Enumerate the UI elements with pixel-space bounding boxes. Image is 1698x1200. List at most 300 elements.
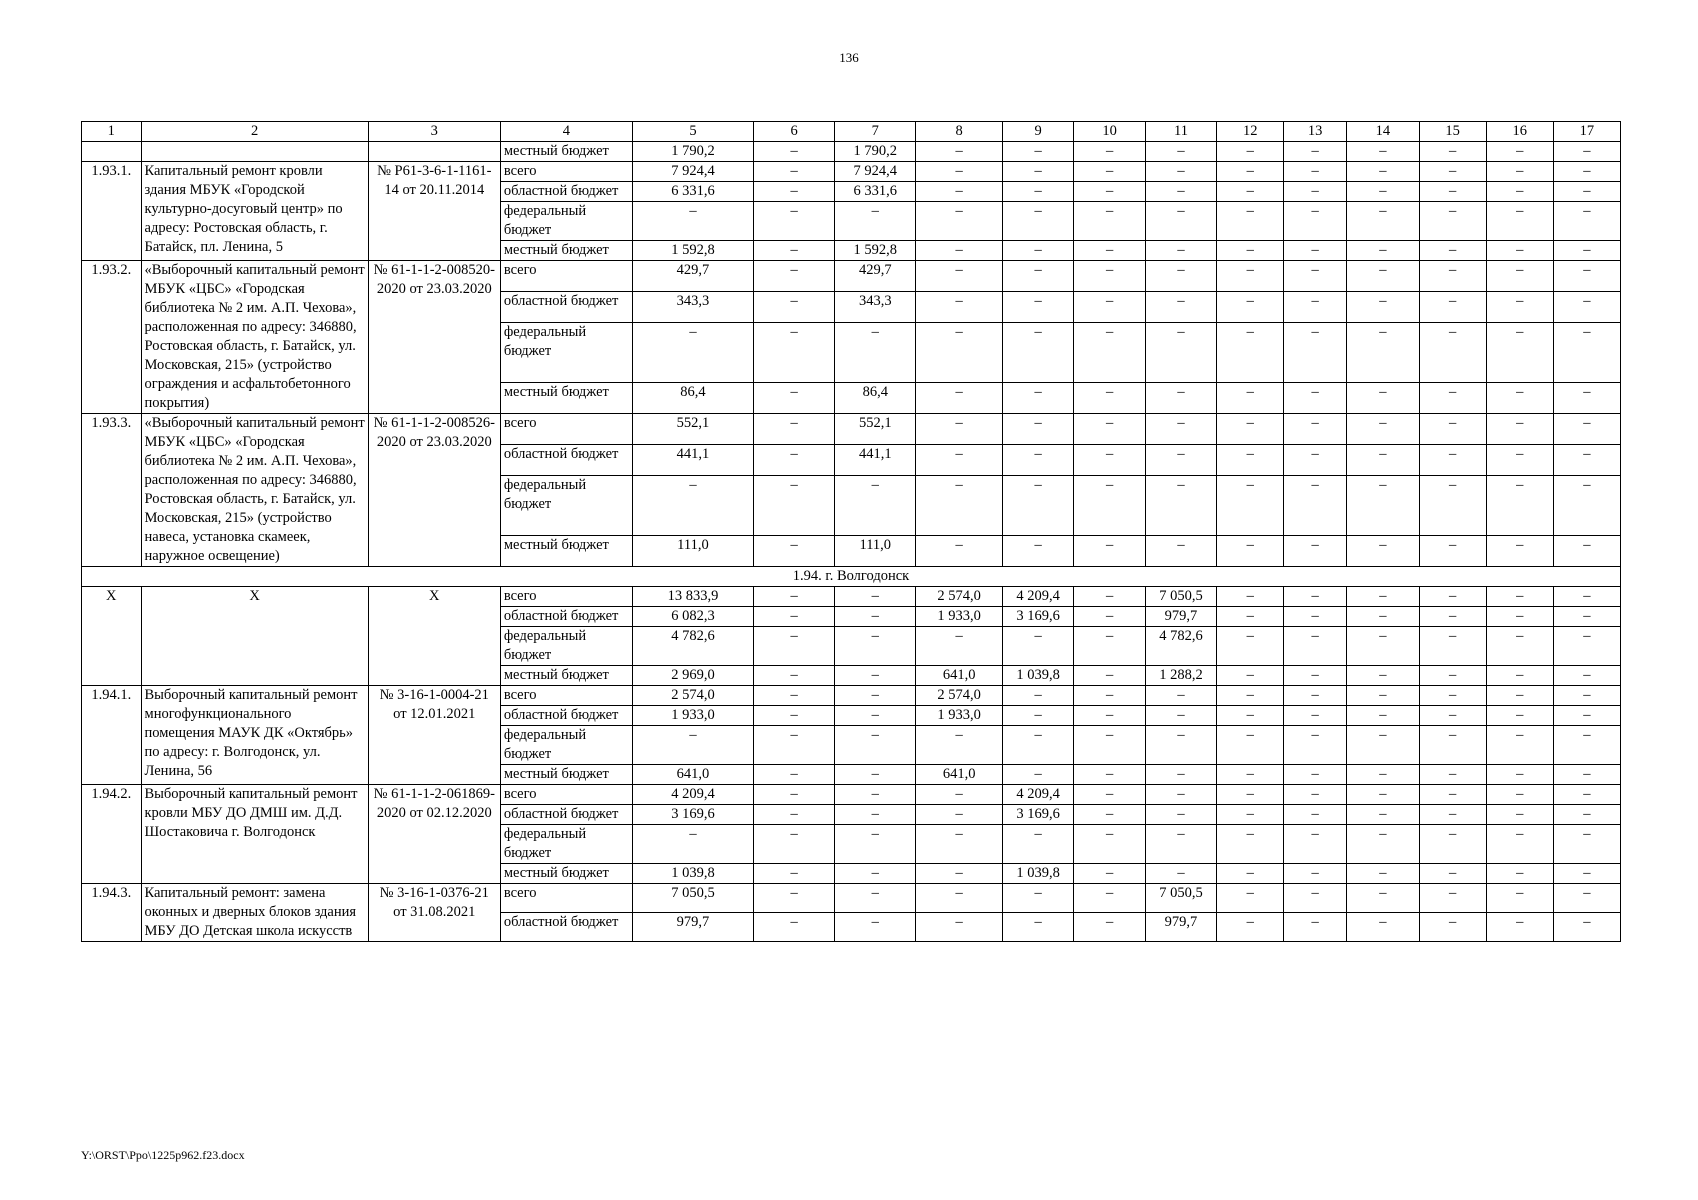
column-header: 9 <box>1002 122 1073 142</box>
table-cell: – <box>1553 765 1620 785</box>
table-cell: – <box>835 666 916 686</box>
table-cell: – <box>1284 444 1347 475</box>
table-cell: – <box>1419 825 1486 864</box>
funding-source: федеральный бюджет <box>500 726 632 765</box>
funding-source: областной бюджет <box>500 706 632 726</box>
funding-source: федеральный бюджет <box>500 475 632 535</box>
table-cell: – <box>835 475 916 535</box>
table-cell: – <box>916 261 1003 292</box>
table-cell: – <box>1074 785 1145 805</box>
table-cell: – <box>1217 805 1284 825</box>
table-cell: – <box>632 202 753 241</box>
table-cell: – <box>1217 765 1284 785</box>
table-cell: 1 592,8 <box>835 241 916 261</box>
document-ref: № 61-1-1-2-008526-2020 от 23.03.2020 <box>368 414 500 567</box>
table-cell: – <box>754 444 835 475</box>
table-cell: – <box>835 805 916 825</box>
table-cell: – <box>1419 383 1486 414</box>
table-cell: – <box>1002 627 1073 666</box>
table-cell: – <box>1074 142 1145 162</box>
table-cell: – <box>1553 475 1620 535</box>
table-cell: – <box>1419 322 1486 382</box>
table-cell: – <box>1002 162 1073 182</box>
table-cell: 3 169,6 <box>1002 607 1073 627</box>
table-cell: 7 050,5 <box>1145 884 1216 913</box>
table-cell: 1 790,2 <box>835 142 916 162</box>
table-cell: – <box>1419 475 1486 535</box>
table-cell: – <box>1486 913 1553 942</box>
table-cell: – <box>1553 261 1620 292</box>
table-cell: – <box>916 182 1003 202</box>
funding-source: областной бюджет <box>500 607 632 627</box>
table-cell: 641,0 <box>916 666 1003 686</box>
table-cell: 6 082,3 <box>632 607 753 627</box>
table-cell: 1 933,0 <box>916 607 1003 627</box>
table-cell: – <box>1553 587 1620 607</box>
column-header: 14 <box>1347 122 1420 142</box>
table-cell: – <box>1074 666 1145 686</box>
table-cell: – <box>1002 686 1073 706</box>
table-cell: – <box>916 202 1003 241</box>
funding-source: местный бюджет <box>500 536 632 567</box>
table-cell: – <box>1002 383 1073 414</box>
column-header: 6 <box>754 122 835 142</box>
table-cell: – <box>1002 291 1073 322</box>
table-cell: 343,3 <box>632 291 753 322</box>
table-cell: 441,1 <box>632 444 753 475</box>
table-cell: 429,7 <box>835 261 916 292</box>
table-cell: – <box>1419 261 1486 292</box>
table-cell: – <box>1347 444 1420 475</box>
table-cell: – <box>1347 241 1420 261</box>
table-cell: – <box>1486 607 1553 627</box>
column-header: 7 <box>835 122 916 142</box>
table-cell: – <box>1553 241 1620 261</box>
table-cell: – <box>1284 666 1347 686</box>
table-cell: 6 331,6 <box>835 182 916 202</box>
funding-source: областной бюджет <box>500 182 632 202</box>
table-cell <box>141 142 368 162</box>
table-cell: – <box>1284 322 1347 382</box>
table-cell: – <box>1553 785 1620 805</box>
funding-source: всего <box>500 414 632 445</box>
table-row <box>82 785 1621 805</box>
table-cell: – <box>1347 607 1420 627</box>
table-cell: – <box>1145 475 1216 535</box>
table-cell: – <box>1486 536 1553 567</box>
table-cell: – <box>754 182 835 202</box>
table-cell: – <box>1419 241 1486 261</box>
table-cell: 441,1 <box>835 444 916 475</box>
table-cell: – <box>1284 383 1347 414</box>
table-cell: – <box>1217 785 1284 805</box>
table-cell: – <box>1486 627 1553 666</box>
table-cell: – <box>1217 475 1284 535</box>
funding-source: всего <box>500 261 632 292</box>
table-cell: 343,3 <box>835 291 916 322</box>
table-cell: – <box>1419 864 1486 884</box>
table-cell: – <box>1486 162 1553 182</box>
table-cell: – <box>1074 202 1145 241</box>
table-cell: 1 933,0 <box>632 706 753 726</box>
table-cell: – <box>1347 666 1420 686</box>
table-cell: – <box>1419 627 1486 666</box>
table-cell: – <box>1284 864 1347 884</box>
table-cell: – <box>1074 241 1145 261</box>
table-cell: – <box>1002 706 1073 726</box>
table-cell: – <box>1419 162 1486 182</box>
table-cell: – <box>1284 291 1347 322</box>
table-cell: – <box>1217 666 1284 686</box>
table-cell: – <box>1486 383 1553 414</box>
table-cell: 1 790,2 <box>632 142 753 162</box>
table-cell: – <box>1145 765 1216 785</box>
table-cell: – <box>1419 182 1486 202</box>
table-cell: – <box>1486 261 1553 292</box>
table-cell: – <box>1217 864 1284 884</box>
item-name: Капитальный ремонт: замена оконных и дверных блоков здания МБУ ДО Детская школа искусств <box>141 884 368 942</box>
table-cell: – <box>916 785 1003 805</box>
table-cell: – <box>1145 825 1216 864</box>
table-cell: – <box>1419 444 1486 475</box>
table-cell: – <box>1347 726 1420 765</box>
item-name: «Выборочный капитальный ремонт МБУК «ЦБС» «Городская библиотека № 2 им. А.П. Чехова», расположенная по адресу: 346880, Ростовская область, г. Батайск, ул. Московская, 215» (устройство ограждения и асфальтобетонного покрытия) <box>141 261 368 414</box>
table-cell: 552,1 <box>835 414 916 445</box>
table-cell: – <box>1074 162 1145 182</box>
table-cell: – <box>1074 805 1145 825</box>
table-cell: – <box>1553 182 1620 202</box>
table-cell: 111,0 <box>632 536 753 567</box>
table-cell: – <box>835 202 916 241</box>
table-cell: – <box>916 726 1003 765</box>
table-cell: – <box>1347 261 1420 292</box>
table-cell: – <box>1145 785 1216 805</box>
document-ref: X <box>368 587 500 686</box>
table-cell: – <box>1145 536 1216 567</box>
table-cell: – <box>1347 414 1420 445</box>
table-cell: 1 039,8 <box>632 864 753 884</box>
table-cell: – <box>1145 202 1216 241</box>
table-cell: – <box>1002 414 1073 445</box>
table-cell: – <box>1284 825 1347 864</box>
table-cell: – <box>1002 261 1073 292</box>
table-cell: – <box>916 627 1003 666</box>
table-cell: – <box>1284 607 1347 627</box>
funding-source: федеральный бюджет <box>500 202 632 241</box>
table-cell: – <box>1217 162 1284 182</box>
table-cell: 552,1 <box>632 414 753 445</box>
table-cell: – <box>1002 913 1073 942</box>
table-cell: – <box>754 686 835 706</box>
table-cell: – <box>1002 241 1073 261</box>
table-cell: – <box>1553 864 1620 884</box>
table-cell: – <box>1553 627 1620 666</box>
table-cell: – <box>835 627 916 666</box>
table-cell: – <box>1002 726 1073 765</box>
table-row <box>82 884 1621 913</box>
item-number: 1.93.3. <box>82 414 142 567</box>
column-header: 13 <box>1284 122 1347 142</box>
table-cell: – <box>754 765 835 785</box>
table-cell: – <box>1553 825 1620 864</box>
section-row <box>82 567 1621 587</box>
table-cell: – <box>1002 536 1073 567</box>
table-cell: – <box>1002 825 1073 864</box>
table-cell: – <box>754 162 835 182</box>
table-cell: – <box>632 825 753 864</box>
page-number: 136 <box>839 50 859 65</box>
table-cell: – <box>1347 291 1420 322</box>
table-cell: – <box>1553 706 1620 726</box>
table-cell: – <box>1074 475 1145 535</box>
table-cell: – <box>1145 864 1216 884</box>
table-cell: – <box>1284 884 1347 913</box>
column-header: 17 <box>1553 122 1620 142</box>
column-header: 8 <box>916 122 1003 142</box>
table-cell: 111,0 <box>835 536 916 567</box>
table-cell: – <box>1002 444 1073 475</box>
table-cell: – <box>1145 162 1216 182</box>
table-cell: – <box>1217 627 1284 666</box>
table-cell: – <box>1217 261 1284 292</box>
item-name: «Выборочный капитальный ремонт МБУК «ЦБС» «Городская библиотека № 2 им. А.П. Чехова», расположенная по адресу: 346880, Ростовская область, г. Батайск, ул. Московская, 215» (устройство навеса, установка скамеек, наружное освещение) <box>141 414 368 567</box>
funding-source: местный бюджет <box>500 864 632 884</box>
table-cell: – <box>835 587 916 607</box>
table-cell: – <box>632 322 753 382</box>
table-cell: – <box>1074 825 1145 864</box>
table-cell: – <box>1486 785 1553 805</box>
table-cell: 86,4 <box>835 383 916 414</box>
table-cell: – <box>916 322 1003 382</box>
table-cell: – <box>1284 785 1347 805</box>
table-cell: – <box>754 475 835 535</box>
funding-source: местный бюджет <box>500 666 632 686</box>
item-number: 1.93.1. <box>82 162 142 261</box>
table-cell: – <box>1074 726 1145 765</box>
table-cell: – <box>1074 322 1145 382</box>
table-cell: – <box>1145 805 1216 825</box>
table-cell: – <box>1074 383 1145 414</box>
table-cell: 1 288,2 <box>1145 666 1216 686</box>
table-row <box>82 686 1621 706</box>
table-cell: – <box>1486 666 1553 686</box>
table-cell: – <box>754 805 835 825</box>
table-cell: 1 933,0 <box>916 706 1003 726</box>
table-cell: – <box>1217 686 1284 706</box>
table-cell: – <box>1347 825 1420 864</box>
table-cell: 2 574,0 <box>916 587 1003 607</box>
table-cell: – <box>1553 884 1620 913</box>
table-cell: – <box>754 627 835 666</box>
column-header: 5 <box>632 122 753 142</box>
table-cell: – <box>1217 726 1284 765</box>
funding-source: всего <box>500 785 632 805</box>
table-cell: – <box>1486 182 1553 202</box>
table-cell: – <box>1553 805 1620 825</box>
funding-source: местный бюджет <box>500 241 632 261</box>
table-cell: – <box>1284 627 1347 666</box>
table-cell: – <box>754 142 835 162</box>
table-cell: 2 969,0 <box>632 666 753 686</box>
table-cell: – <box>1347 475 1420 535</box>
table-cell: 2 574,0 <box>916 686 1003 706</box>
table-cell: – <box>1486 414 1553 445</box>
table-cell: – <box>1347 383 1420 414</box>
table-cell: – <box>916 383 1003 414</box>
table-cell: 979,7 <box>1145 913 1216 942</box>
item-name: Выборочный капитальный ремонт многофункционального помещения МАУК ДК «Октябрь» по адресу: г. Волгодонск, ул. Ленина, 56 <box>141 686 368 785</box>
table-cell: – <box>1217 607 1284 627</box>
table-cell: 7 924,4 <box>632 162 753 182</box>
table-cell: – <box>1284 536 1347 567</box>
table-cell: – <box>1145 414 1216 445</box>
table-cell: – <box>1145 444 1216 475</box>
funding-source: федеральный бюджет <box>500 825 632 864</box>
table-cell: 4 209,4 <box>632 785 753 805</box>
table-cell: 6 331,6 <box>632 182 753 202</box>
funding-source: всего <box>500 884 632 913</box>
table-cell: – <box>835 686 916 706</box>
table-cell: – <box>754 291 835 322</box>
table-cell: – <box>1145 142 1216 162</box>
table-cell: – <box>835 706 916 726</box>
item-name: Капитальный ремонт кровли здания МБУК «Городской культурно-досуговый центр» по адресу: Ростовская область, г. Батайск, пл. Ленина, 5 <box>141 162 368 261</box>
table-cell: – <box>1486 805 1553 825</box>
table-cell: – <box>835 765 916 785</box>
table-cell: – <box>1145 726 1216 765</box>
document-ref: № Р61-3-6-1-1161-14 от 20.11.2014 <box>368 162 500 261</box>
funding-source: всего <box>500 587 632 607</box>
table-cell: – <box>1419 805 1486 825</box>
table-cell: – <box>1553 444 1620 475</box>
table-cell: – <box>1217 241 1284 261</box>
table-cell: – <box>1074 182 1145 202</box>
table-cell: – <box>1419 726 1486 765</box>
table-cell: – <box>1419 785 1486 805</box>
item-number: 1.94.1. <box>82 686 142 785</box>
table-cell: – <box>1145 322 1216 382</box>
table-cell: – <box>632 726 753 765</box>
table-cell: – <box>754 261 835 292</box>
table-cell: – <box>1553 536 1620 567</box>
table-cell: – <box>835 726 916 765</box>
funding-source: местный бюджет <box>500 765 632 785</box>
table-cell: – <box>1145 182 1216 202</box>
table-row <box>82 414 1621 445</box>
table-cell: – <box>1145 241 1216 261</box>
funding-source: федеральный бюджет <box>500 627 632 666</box>
table-cell: – <box>1347 765 1420 785</box>
table-cell: – <box>1486 444 1553 475</box>
table-cell: – <box>1553 607 1620 627</box>
section-title: 1.94. г. Волгодонск <box>82 567 1621 587</box>
item-number: 1.94.3. <box>82 884 142 942</box>
table-cell: – <box>1553 383 1620 414</box>
table-cell: – <box>754 785 835 805</box>
table-cell: – <box>1284 686 1347 706</box>
table-cell: – <box>1145 383 1216 414</box>
table-cell: – <box>1486 686 1553 706</box>
table-cell: – <box>1553 162 1620 182</box>
table-cell: – <box>1347 182 1420 202</box>
table-cell: – <box>916 162 1003 182</box>
table-cell: 7 050,5 <box>1145 587 1216 607</box>
table-cell: – <box>1486 587 1553 607</box>
table-cell: – <box>1486 825 1553 864</box>
column-header: 2 <box>141 122 368 142</box>
table-cell: 4 209,4 <box>1002 785 1073 805</box>
table-cell: – <box>1347 536 1420 567</box>
table-cell: 979,7 <box>632 913 753 942</box>
table-cell: – <box>1002 765 1073 785</box>
table-cell: – <box>1284 261 1347 292</box>
file-path-footer: Y:\ORST\Ppo\1225p962.f23.docx <box>81 1148 245 1162</box>
table-cell: – <box>916 475 1003 535</box>
table-cell: – <box>1419 291 1486 322</box>
table-cell: – <box>1217 142 1284 162</box>
table-cell: 86,4 <box>632 383 753 414</box>
column-header: 16 <box>1486 122 1553 142</box>
table-cell: – <box>754 383 835 414</box>
table-cell: – <box>1419 607 1486 627</box>
table-cell: – <box>916 825 1003 864</box>
table-cell: – <box>916 142 1003 162</box>
table-cell: – <box>1347 627 1420 666</box>
funding-source: областной бюджет <box>500 805 632 825</box>
funding-source: областной бюджет <box>500 444 632 475</box>
table-cell: – <box>1002 884 1073 913</box>
table-cell: – <box>1145 686 1216 706</box>
table-cell: 4 782,6 <box>632 627 753 666</box>
table-cell: 3 169,6 <box>632 805 753 825</box>
table-cell: – <box>1486 884 1553 913</box>
table-cell: 1 592,8 <box>632 241 753 261</box>
table-cell: 7 924,4 <box>835 162 916 182</box>
table-cell: – <box>1217 414 1284 445</box>
funding-source: всего <box>500 162 632 182</box>
column-header: 3 <box>368 122 500 142</box>
column-header-row <box>82 122 1621 142</box>
table-cell: – <box>1074 913 1145 942</box>
table-cell: 641,0 <box>916 765 1003 785</box>
table-cell: – <box>1145 261 1216 292</box>
table-cell: – <box>1486 864 1553 884</box>
table-cell: – <box>916 444 1003 475</box>
table-cell: – <box>1284 475 1347 535</box>
table-cell: – <box>1074 686 1145 706</box>
table-cell: – <box>1553 686 1620 706</box>
table-cell: 7 050,5 <box>632 884 753 913</box>
table-cell: – <box>1284 706 1347 726</box>
table-cell: – <box>1419 706 1486 726</box>
table-cell: – <box>1284 913 1347 942</box>
table-cell: местный бюджет <box>500 142 632 162</box>
table-cell: – <box>1074 765 1145 785</box>
table-cell: – <box>1074 444 1145 475</box>
table-cell: – <box>1217 536 1284 567</box>
column-header: 15 <box>1419 122 1486 142</box>
table-cell: – <box>1284 241 1347 261</box>
table-cell: – <box>1074 587 1145 607</box>
table-cell: – <box>1217 884 1284 913</box>
table-cell: – <box>1486 291 1553 322</box>
table-cell: – <box>1347 322 1420 382</box>
table-cell: – <box>835 864 916 884</box>
table-cell: – <box>1074 536 1145 567</box>
table-cell: – <box>1217 202 1284 241</box>
table-cell: – <box>754 414 835 445</box>
table-cell: – <box>1074 261 1145 292</box>
